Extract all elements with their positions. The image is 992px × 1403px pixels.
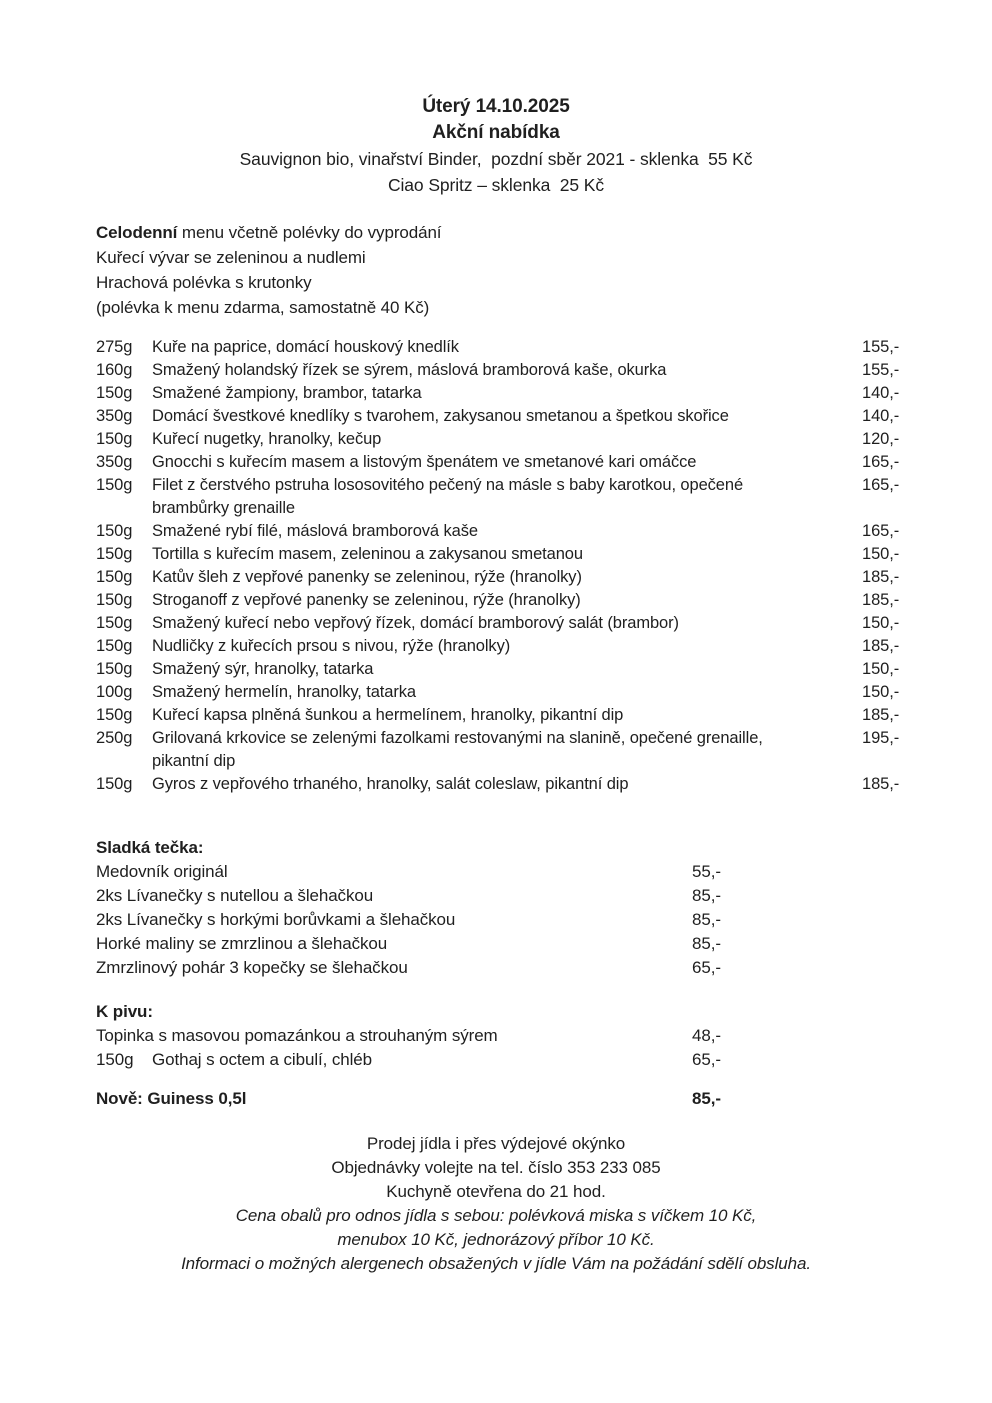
dish-price: [862, 750, 907, 773]
menu-row: [96, 382, 907, 405]
menu-row: [96, 336, 907, 359]
menu-row: [96, 773, 907, 796]
dish-price: 150,-: [862, 545, 900, 563]
dish-name: Smažené rybí filé, máslová bramborová kaše: [152, 522, 478, 540]
menu-row: [96, 658, 907, 681]
beer-snack-row: [96, 1048, 752, 1072]
portion-size: 150g: [96, 706, 133, 724]
menu-row: [96, 474, 907, 497]
main-menu-list: [96, 336, 907, 796]
dessert-price: 85,-: [692, 910, 721, 929]
snack-price: 65,-: [692, 1050, 721, 1069]
footer-notice-lines: [0, 1204, 992, 1276]
dessert-name: Horké maliny se zmrzlinou a šlehačkou: [96, 934, 388, 953]
footer-notice-line: Cena obalů pro odnos jídla s sebou: polévková miska s víčkem 10 Kč,: [235, 1206, 757, 1225]
menu-row: [96, 428, 907, 451]
menu-row: [96, 589, 907, 612]
dish-name: Katův šleh z vepřové panenky se zeleninou, rýže (hranolky): [152, 568, 582, 586]
dish-price: 155,-: [862, 338, 900, 356]
dish-name: Smažený kuřecí nebo vepřový řízek, domácí bramborový salát (brambor): [152, 614, 679, 632]
menu-row: [96, 497, 907, 520]
portion-size: 150g: [96, 775, 133, 793]
dish-price: 185,-: [862, 568, 900, 586]
dish-price: 140,-: [862, 407, 900, 425]
menu-date: Úterý 14.10.2025: [422, 96, 570, 117]
dish-name: Kuřecí nugetky, hranolky, kečup: [152, 430, 382, 448]
menu-row: [96, 704, 907, 727]
menu-row: [96, 727, 907, 750]
snack-price: 48,-: [692, 1026, 721, 1045]
dessert-price: 65,-: [692, 958, 721, 977]
dish-price: 150,-: [862, 614, 900, 632]
portion-size: 150g: [96, 1050, 134, 1069]
all-day-heading: [96, 220, 992, 245]
menu-row: [96, 612, 907, 635]
dessert-name: Medovník originál: [96, 862, 228, 881]
dessert-row: [96, 860, 752, 884]
new-offer-row: [96, 1087, 752, 1111]
footer-line: Prodej jídla i přes výdejové okýnko: [366, 1134, 626, 1153]
portion-size: 150g: [96, 430, 133, 448]
dish-price: 185,-: [862, 591, 900, 609]
dish-name: Nudličky z kuřecích prsou s nivou, rýže (hranolky): [152, 637, 511, 655]
desserts-list: [96, 860, 752, 980]
dish-name: Tortilla s kuřecím masem, zeleninou a zakysanou smetanou: [152, 545, 583, 563]
dish-name: Filet z čerstvého pstruha lososovitého pečený na másle s baby karotkou, opečené: [152, 476, 744, 494]
spritz-offer: Ciao Spritz – sklenka 25 Kč: [387, 175, 605, 195]
dish-name: Domácí švestkové knedlíky s tvarohem, zakysanou smetanou a špetkou skořice: [152, 407, 729, 425]
dish-price: 140,-: [862, 384, 900, 402]
menu-header: [0, 0, 992, 198]
dessert-name: 2ks Lívanečky s horkými borůvkami a šlehačkou: [96, 910, 456, 929]
dessert-price: 55,-: [692, 862, 721, 881]
dessert-row: [96, 884, 752, 908]
wine-offer: Sauvignon bio, vinařství Binder, pozdní sběr 2021 - sklenka 55 Kč: [239, 149, 753, 169]
portion-size: 150g: [96, 568, 133, 586]
snack-name: Gothaj s octem a cibulí, chléb: [152, 1050, 373, 1069]
dessert-row: [96, 908, 752, 932]
dessert-name: 2ks Lívanečky s nutellou a šlehačkou: [96, 886, 374, 905]
portion-size: 150g: [96, 476, 133, 494]
portion-size: 350g: [96, 407, 133, 425]
beer-snacks-section: [96, 1000, 752, 1072]
dish-price: 185,-: [862, 775, 900, 793]
dish-name: Gyros z vepřového trhaného, hranolky, salát coleslaw, pikantní dip: [152, 775, 629, 793]
soup-option-1: Kuřecí vývar se zeleninou a nudlemi: [96, 248, 366, 267]
dessert-price: 85,-: [692, 934, 721, 953]
menu-row: [96, 405, 907, 428]
dish-name: brambůrky grenaille: [152, 499, 295, 517]
all-day-heading-rest: menu včetně polévky do vyprodání: [177, 223, 442, 242]
menu-row: [96, 681, 907, 704]
portion-size: 150g: [96, 591, 133, 609]
dish-name: Stroganoff z vepřové panenky se zeleninou, rýže (hranolky): [152, 591, 581, 609]
dish-price: 155,-: [862, 361, 900, 379]
dish-name: Gnocchi s kuřecím masem a listovým špenátem ve smetanové kari omáčce: [152, 453, 697, 471]
desserts-title: Sladká tečka:: [96, 838, 204, 857]
soup-option-2: Hrachová polévka s krutonky: [96, 273, 312, 292]
soup-note: (polévka k menu zdarma, samostatně 40 Kč): [96, 298, 430, 317]
portion-size: 150g: [96, 522, 133, 540]
menu-row: [96, 359, 907, 382]
menu-row: [96, 451, 907, 474]
dish-name: Smažený hermelín, hranolky, tatarka: [152, 683, 416, 701]
dish-price: 185,-: [862, 637, 900, 655]
dish-name: Smažené žampiony, brambor, tatarka: [152, 384, 422, 402]
menu-subtitle: Akční nabídka: [432, 122, 560, 143]
dessert-name: Zmrzlinový pohár 3 kopečky se šlehačkou: [96, 958, 408, 977]
portion-size: 150g: [96, 545, 133, 563]
portion-size: [96, 497, 152, 520]
footer-line: Kuchyně otevřena do 21 hod.: [386, 1182, 606, 1201]
portion-size: 275g: [96, 338, 133, 356]
dish-price: 185,-: [862, 706, 900, 724]
menu-row: [96, 520, 907, 543]
menu-footer: [0, 1132, 992, 1276]
all-day-menu-intro: [96, 220, 992, 320]
footer-line: Objednávky volejte na tel. číslo 353 233 085: [331, 1158, 661, 1177]
portion-size: 150g: [96, 384, 133, 402]
portion-size: 150g: [96, 637, 133, 655]
portion-size: [96, 750, 152, 773]
menu-row: [96, 750, 907, 773]
dish-price: 120,-: [862, 430, 900, 448]
menu-row: [96, 566, 907, 589]
dish-name: Kuřecí kapsa plněná šunkou a hermelínem, hranolky, pikantní dip: [152, 706, 624, 724]
dish-price: 150,-: [862, 660, 900, 678]
menu-row: [96, 543, 907, 566]
footer-notice-line: menubox 10 Kč, jednorázový příbor 10 Kč.: [337, 1230, 655, 1249]
beer-snack-row: [96, 1024, 752, 1048]
dessert-row: [96, 956, 752, 980]
dish-price: 165,-: [862, 522, 900, 540]
portion-size: 150g: [96, 614, 133, 632]
beer-snacks-title: K pivu:: [96, 1002, 153, 1021]
dessert-price: 85,-: [692, 886, 721, 905]
portion-size: 100g: [96, 683, 133, 701]
new-offer-label: Nově: Guiness 0,5l: [96, 1089, 247, 1108]
portion-size: 160g: [96, 361, 133, 379]
dish-name: Smažený sýr, hranolky, tatarka: [152, 660, 374, 678]
dish-price: 195,-: [862, 729, 900, 747]
dessert-row: [96, 932, 752, 956]
dish-price: 150,-: [862, 683, 900, 701]
dish-price: [862, 497, 907, 520]
footer-notice-line: Informaci o možných alergenech obsažených v jídle Vám na požádání sdělí obsluha.: [181, 1254, 811, 1273]
dish-name: Smažený holandský řízek se sýrem, máslová bramborová kaše, okurka: [152, 361, 667, 379]
new-offer-price: 85,-: [692, 1089, 721, 1108]
desserts-section: [96, 836, 752, 980]
snack-name: Topinka s masovou pomazánkou a strouhaným sýrem: [96, 1026, 498, 1045]
dish-name: Kuře na paprice, domácí houskový knedlík: [152, 338, 459, 356]
portion-size: 150g: [96, 660, 133, 678]
all-day-heading-bold: Celodenní: [96, 223, 178, 242]
dish-price: 165,-: [862, 453, 900, 471]
menu-row: [96, 635, 907, 658]
portion-size: 350g: [96, 453, 133, 471]
dish-name: pikantní dip: [152, 752, 236, 770]
dish-name: Grilovaná krkovice se zelenými fazolkami restovanými na slanině, opečené grenaille,: [152, 729, 763, 747]
footer-info-lines: [0, 1132, 992, 1204]
portion-size: 250g: [96, 729, 133, 747]
dish-price: 165,-: [862, 476, 900, 494]
